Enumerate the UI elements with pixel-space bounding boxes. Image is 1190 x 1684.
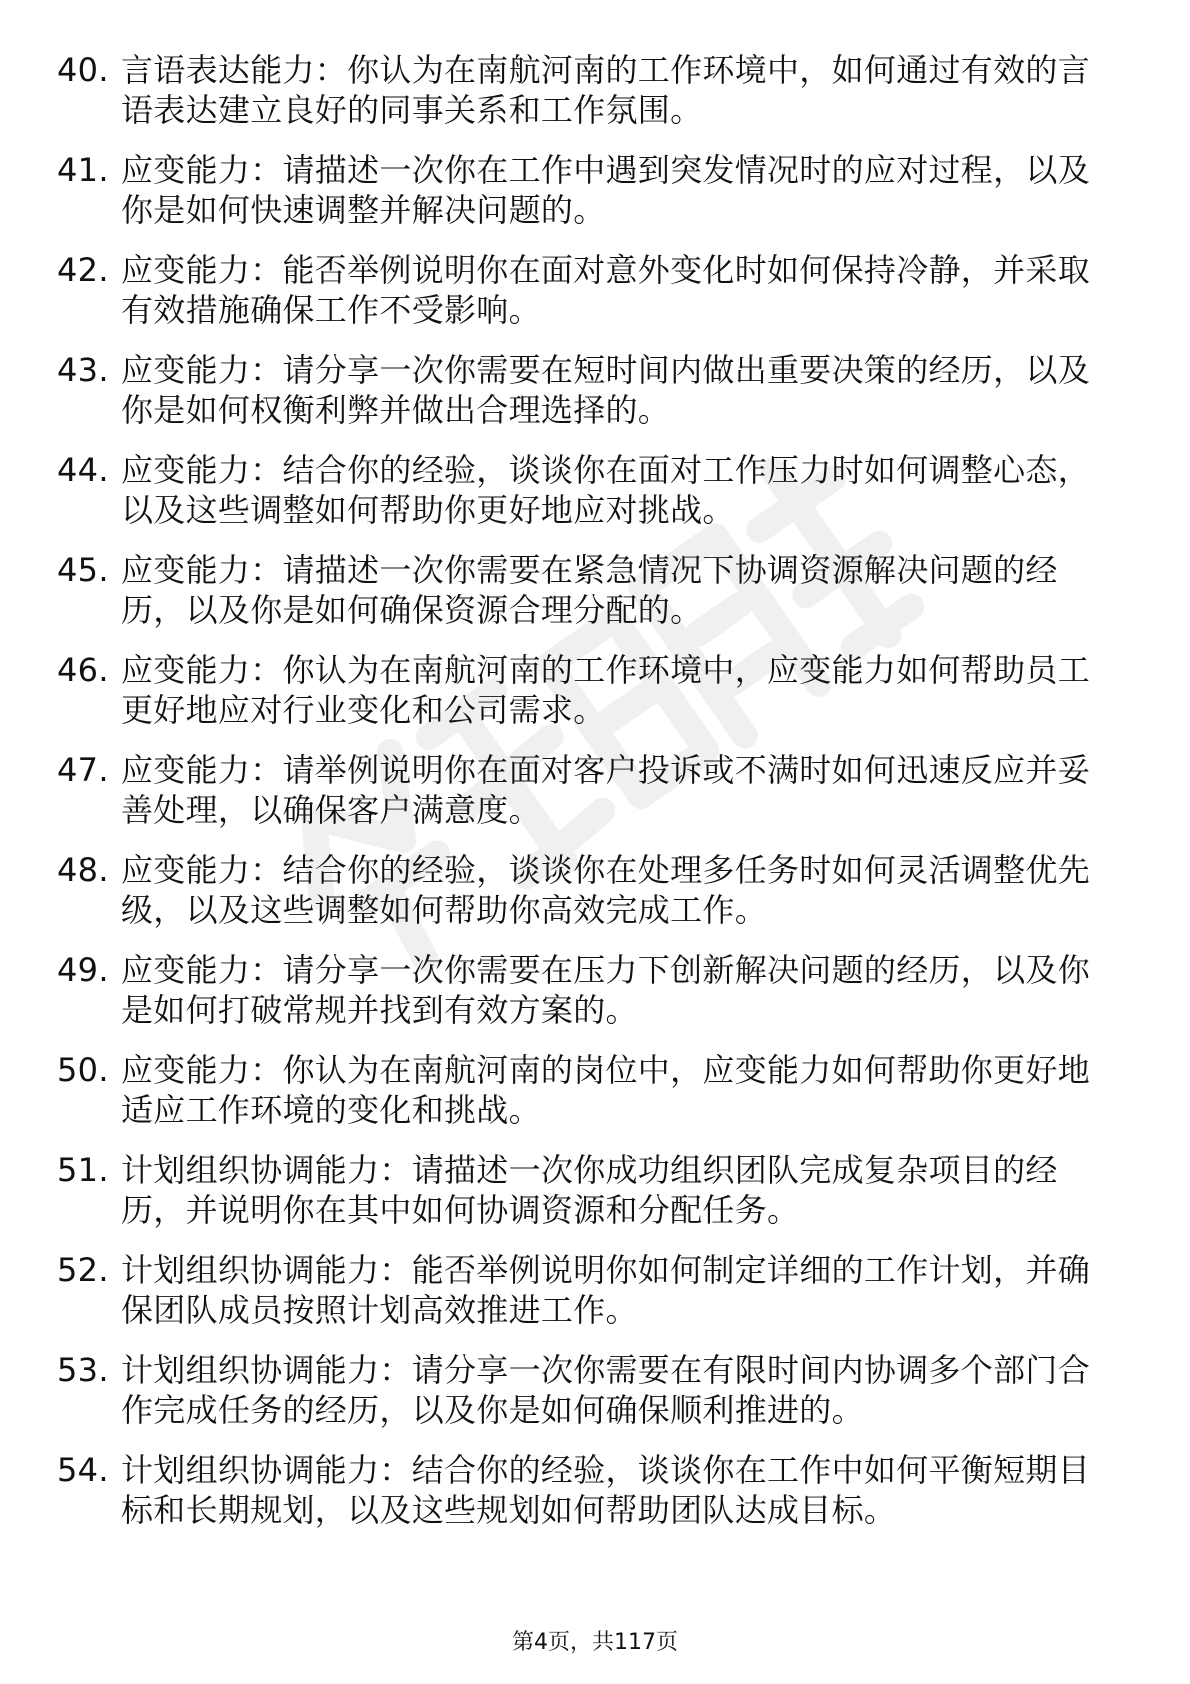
- question-text: 计划组织协调能力：请分享一次你需要在有限时间内协调多个部门合作完成任务的经历，以及你是如何确保顺利推进的。: [121, 1351, 1091, 1429]
- question-item: [57, 1050, 1117, 1130]
- question-item: [57, 150, 1117, 230]
- question-number: 41.: [57, 151, 109, 189]
- question-text: 应变能力：请举例说明你在面对客户投诉或不满时如何迅速反应并妥善处理，以确保客户满意度。: [121, 751, 1091, 829]
- question-item: [57, 950, 1117, 1030]
- question-text: 应变能力：你认为在南航河南的岗位中，应变能力如何帮助你更好地适应工作环境的变化和挑战。: [121, 1051, 1091, 1129]
- question-text: 应变能力：结合你的经验，谈谈你在面对工作压力时如何调整心态，以及这些调整如何帮助你更好地应对挑战。: [121, 451, 1091, 529]
- question-number: 43.: [57, 351, 109, 389]
- question-item: [57, 1250, 1117, 1330]
- question-number: 54.: [57, 1451, 109, 1489]
- question-number: 53.: [57, 1351, 109, 1389]
- question-text: 应变能力：请分享一次你需要在压力下创新解决问题的经历，以及你是如何打破常规并找到有效方案的。: [121, 951, 1091, 1029]
- question-text: 应变能力：结合你的经验，谈谈你在处理多任务时如何灵活调整优先级，以及这些调整如何帮助你高效完成工作。: [121, 851, 1091, 929]
- question-item: [57, 350, 1117, 430]
- question-text: 应变能力：你认为在南航河南的工作环境中，应变能力如何帮助员工更好地应对行业变化和公司需求。: [121, 651, 1091, 729]
- question-number: 50.: [57, 1051, 109, 1089]
- question-number: 44.: [57, 451, 109, 489]
- question-item: [57, 1450, 1117, 1530]
- question-text: 应变能力：请分享一次你需要在短时间内做出重要决策的经历，以及你是如何权衡利弊并做出合理选择的。: [121, 351, 1091, 429]
- question-number: 47.: [57, 751, 109, 789]
- question-text: 应变能力：能否举例说明你在面对意外变化时如何保持冷静，并采取有效措施确保工作不受影响。: [121, 251, 1091, 329]
- question-item: [57, 50, 1117, 130]
- question-number: 48.: [57, 851, 109, 889]
- question-item: [57, 650, 1117, 730]
- question-item: [57, 450, 1117, 530]
- question-number: 49.: [57, 951, 109, 989]
- question-text: 计划组织协调能力：能否举例说明你如何制定详细的工作计划，并确保团队成员按照计划高效推进工作。: [121, 1251, 1091, 1329]
- question-item: [57, 850, 1117, 930]
- question-text: 计划组织协调能力：结合你的经验，谈谈你在工作中如何平衡短期目标和长期规划，以及这些规划如何帮助团队达成目标。: [121, 1451, 1091, 1529]
- question-item: [57, 1350, 1117, 1430]
- question-text: 言语表达能力：你认为在南航河南的工作环境中，如何通过有效的言语表达建立良好的同事关系和工作氛围。: [121, 51, 1091, 129]
- question-list: [57, 50, 1117, 1550]
- page-number-footer: 第4页，共117页: [512, 1630, 678, 1655]
- question-item: [57, 550, 1117, 630]
- question-number: 51.: [57, 1151, 109, 1189]
- question-text: 应变能力：请描述一次你需要在紧急情况下协调资源解决问题的经历，以及你是如何确保资源合理分配的。: [121, 551, 1058, 629]
- question-number: 52.: [57, 1251, 109, 1289]
- question-text: 计划组织协调能力：请描述一次你成功组织团队完成复杂项目的经历，并说明你在其中如何协调资源和分配任务。: [121, 1151, 1058, 1229]
- question-number: 40.: [57, 51, 109, 89]
- question-number: 45.: [57, 551, 109, 589]
- question-item: [57, 250, 1117, 330]
- question-text: 应变能力：请描述一次你在工作中遇到突发情况时的应对过程，以及你是如何快速调整并解决问题的。: [121, 151, 1091, 229]
- question-item: [57, 750, 1117, 830]
- question-number: 42.: [57, 251, 109, 289]
- question-number: 46.: [57, 651, 109, 689]
- question-item: [57, 1150, 1117, 1230]
